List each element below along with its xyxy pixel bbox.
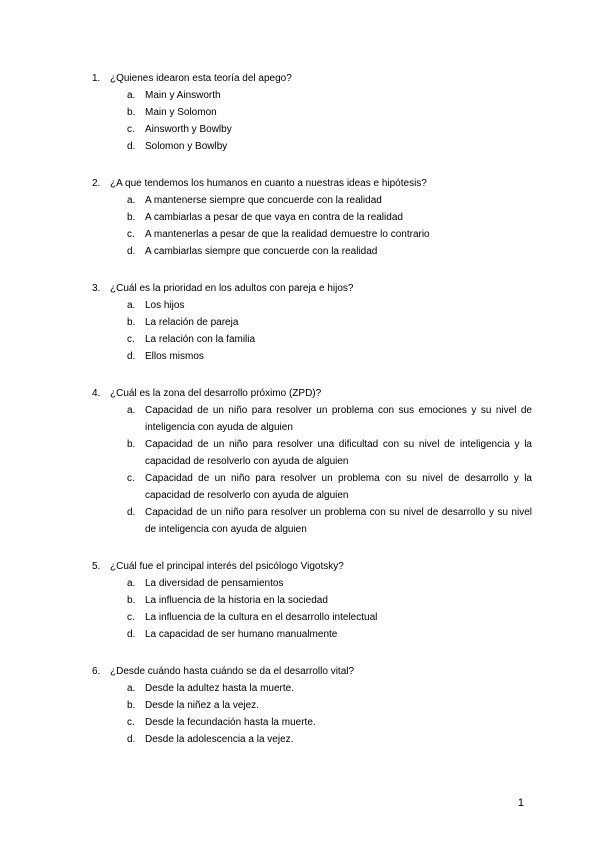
option-letter: a. bbox=[127, 300, 136, 311]
option-b bbox=[127, 697, 532, 714]
option-text: Desde la adolescencia a la vejez. bbox=[145, 734, 294, 745]
option-text: A mantenerlas a pesar de que la realidad demuestre lo contrario bbox=[145, 229, 430, 240]
option-list bbox=[127, 680, 532, 748]
option-text: La influencia de la historia en la sociedad bbox=[145, 595, 328, 606]
question-5 bbox=[92, 558, 532, 643]
option-letter: d. bbox=[127, 141, 136, 152]
option-text: A cambiarlas siempre que concuerde con la realidad bbox=[145, 246, 378, 257]
option-letter: b. bbox=[127, 595, 136, 606]
option-c bbox=[127, 121, 532, 138]
option-b bbox=[127, 436, 532, 470]
option-text: Main y Solomon bbox=[145, 107, 217, 118]
option-text: La relación con la familia bbox=[145, 334, 256, 345]
option-text: Desde la fecundación hasta la muerte. bbox=[145, 717, 316, 728]
question-list bbox=[92, 70, 532, 768]
option-list bbox=[127, 575, 532, 643]
question-text: ¿Cuál es la prioridad en los adultos con pareja e hijos? bbox=[110, 283, 354, 294]
option-letter: a. bbox=[127, 683, 136, 694]
option-text: La relación de pareja bbox=[145, 317, 239, 328]
page-number: 1 bbox=[517, 797, 524, 809]
option-letter: c. bbox=[127, 229, 135, 240]
question-1 bbox=[92, 70, 532, 155]
option-letter: d. bbox=[127, 351, 136, 362]
option-text: Capacidad de un niño para resolver una dificultad con su nivel de inteligencia y la capacidad de resolverlo con ayuda de alguien bbox=[145, 439, 532, 467]
question-number: 4. bbox=[92, 388, 101, 399]
option-letter: a. bbox=[127, 195, 136, 206]
option-letter: d. bbox=[127, 734, 136, 745]
question-6 bbox=[92, 663, 532, 748]
option-a bbox=[127, 297, 532, 314]
question-text: ¿A que tendemos los humanos en cuanto a nuestras ideas e hipótesis? bbox=[110, 178, 427, 189]
question-4 bbox=[92, 385, 532, 538]
option-a bbox=[127, 192, 532, 209]
option-a bbox=[127, 680, 532, 697]
option-d bbox=[127, 138, 532, 155]
option-c bbox=[127, 714, 532, 731]
option-letter: c. bbox=[127, 473, 135, 484]
option-letter: d. bbox=[127, 507, 136, 518]
option-b bbox=[127, 209, 532, 226]
option-d bbox=[127, 626, 532, 643]
option-text: La diversidad de pensamientos bbox=[145, 578, 284, 589]
option-c bbox=[127, 609, 532, 626]
option-d bbox=[127, 504, 532, 538]
option-list bbox=[127, 297, 532, 365]
option-letter: a. bbox=[127, 405, 136, 416]
option-letter: c. bbox=[127, 334, 135, 345]
option-list bbox=[127, 87, 532, 155]
option-c bbox=[127, 470, 532, 504]
option-a bbox=[127, 575, 532, 592]
option-text: Desde la niñez a la vejez. bbox=[145, 700, 259, 711]
option-text: Main y Ainsworth bbox=[145, 90, 221, 101]
option-text: Capacidad de un niño para resolver un problema con su nivel de desarrollo y su nivel de inteligencia con ayuda de alguien bbox=[145, 507, 532, 535]
question-2 bbox=[92, 175, 532, 260]
question-number: 1. bbox=[92, 73, 101, 84]
option-list bbox=[127, 192, 532, 260]
option-letter: d. bbox=[127, 629, 136, 640]
option-letter: b. bbox=[127, 439, 136, 450]
option-b bbox=[127, 592, 532, 609]
option-b bbox=[127, 314, 532, 331]
option-text: A mantenerse siempre que concuerde con la realidad bbox=[145, 195, 382, 206]
option-letter: d. bbox=[127, 246, 136, 257]
option-letter: b. bbox=[127, 107, 136, 118]
option-d bbox=[127, 243, 532, 260]
option-list bbox=[127, 402, 532, 538]
question-text: ¿Desde cuándo hasta cuándo se da el desarrollo vital? bbox=[110, 666, 355, 677]
option-text: Capacidad de un niño para resolver un problema con su nivel de desarrollo y la capacidad de resolverlo con ayuda de alguien bbox=[145, 473, 532, 501]
option-text: Desde la adultez hasta la muerte. bbox=[145, 683, 294, 694]
question-number: 5. bbox=[92, 561, 101, 572]
option-text: La influencia de la cultura en el desarrollo intelectual bbox=[145, 612, 378, 623]
question-number: 6. bbox=[92, 666, 101, 677]
option-letter: c. bbox=[127, 612, 135, 623]
option-c bbox=[127, 226, 532, 243]
option-a bbox=[127, 402, 532, 436]
question-text: ¿Cuál fue el principal interés del psicólogo Vigotsky? bbox=[110, 561, 344, 572]
option-b bbox=[127, 104, 532, 121]
option-letter: c. bbox=[127, 124, 135, 135]
question-number: 2. bbox=[92, 178, 101, 189]
option-text: Los hijos bbox=[145, 300, 185, 311]
option-letter: c. bbox=[127, 717, 135, 728]
option-letter: b. bbox=[127, 700, 136, 711]
question-3 bbox=[92, 280, 532, 365]
option-letter: a. bbox=[127, 578, 136, 589]
option-text: A cambiarlas a pesar de que vaya en contra de la realidad bbox=[145, 212, 403, 223]
option-text: Capacidad de un niño para resolver un problema con sus emociones y su nivel de inteligencia con ayuda de alguien bbox=[145, 405, 532, 433]
option-letter: b. bbox=[127, 212, 136, 223]
option-d bbox=[127, 348, 532, 365]
question-text: ¿Cuál es la zona del desarrollo próximo (ZPD)? bbox=[110, 388, 322, 399]
option-letter: a. bbox=[127, 90, 136, 101]
option-letter: b. bbox=[127, 317, 136, 328]
option-text: Solomon y Bowlby bbox=[145, 141, 228, 152]
question-text: ¿Quienes idearon esta teoría del apego? bbox=[110, 73, 292, 84]
option-text: Ainsworth y Bowlby bbox=[145, 124, 232, 135]
question-number: 3. bbox=[92, 283, 101, 294]
option-a bbox=[127, 87, 532, 104]
option-c bbox=[127, 331, 532, 348]
option-d bbox=[127, 731, 532, 748]
option-text: La capacidad de ser humano manualmente bbox=[145, 629, 338, 640]
option-text: Ellos mismos bbox=[145, 351, 204, 362]
